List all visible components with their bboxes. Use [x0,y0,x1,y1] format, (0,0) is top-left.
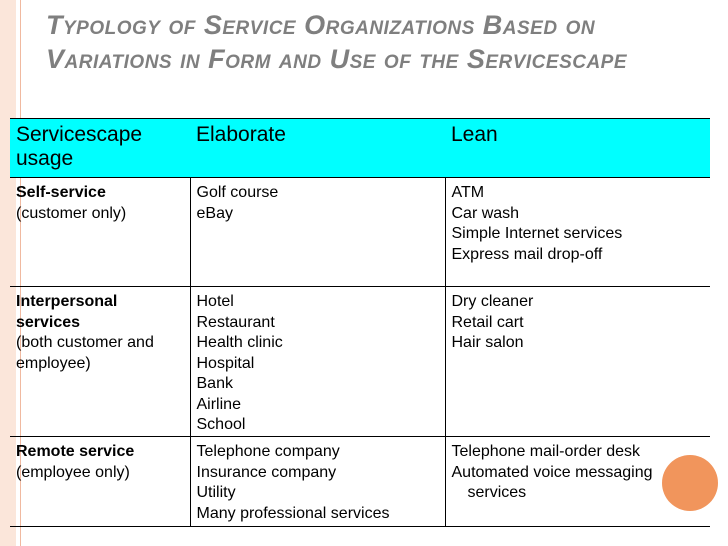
elaborate-cell [190,287,445,437]
list-item: Insurance company [196,463,337,481]
list-item: School [196,416,246,433]
category-subtitle: (both customer and employee) [16,334,154,372]
slide-title: Typology of Service Organizations Based on Variations in Form and Use of the Servicescape [46,10,628,74]
list-item: Bank [196,375,233,392]
table-header-row [10,119,710,178]
list-item: Retail cart [451,313,524,331]
table-row [10,178,710,287]
list-item: services [467,484,527,501]
list-item: Express mail drop-off [451,245,603,263]
header-lean: Lean [445,119,710,178]
table-row [10,287,710,437]
servicescape-table [10,118,710,527]
list-item: Health clinic [196,334,283,351]
elaborate-cell [190,178,445,287]
list-item: Car wash [451,204,520,222]
lean-cell [445,287,710,437]
lean-cell [445,178,710,287]
list-item: Telephone company [196,443,340,460]
category-cell [10,178,190,287]
list-item: Hospital [196,354,255,372]
category-name: Remote service [16,443,135,460]
servicescape-table-container [10,118,710,546]
category-subtitle: (customer only) [16,204,127,222]
list-item: Many professional services [196,504,390,522]
header-servicescape-usage: Servicescape usage [10,119,190,178]
category-subtitle: (employee only) [16,463,130,481]
list-item: Dry cleaner [451,293,534,310]
list-item: Hotel [196,293,234,310]
list-item: Telephone mail-order desk [451,443,641,460]
list-item: Golf course [196,184,279,201]
category-name: Self-service [16,184,106,201]
table-row [10,437,710,527]
list-item: Hair salon [451,334,524,351]
list-item: Automated voice messaging [451,463,653,481]
list-item: ATM [451,184,485,201]
category-cell [10,437,190,527]
decorative-circle [662,455,718,511]
elaborate-cell [190,437,445,527]
header-elaborate: Elaborate [190,119,445,178]
list-item: eBay [196,204,233,222]
list-item: Utility [196,484,236,501]
list-item: Simple Internet services [451,225,623,242]
list-item: Airline [196,395,241,413]
category-cell [10,287,190,437]
category-name: Interpersonal services [16,293,118,331]
list-item: Restaurant [196,313,275,331]
